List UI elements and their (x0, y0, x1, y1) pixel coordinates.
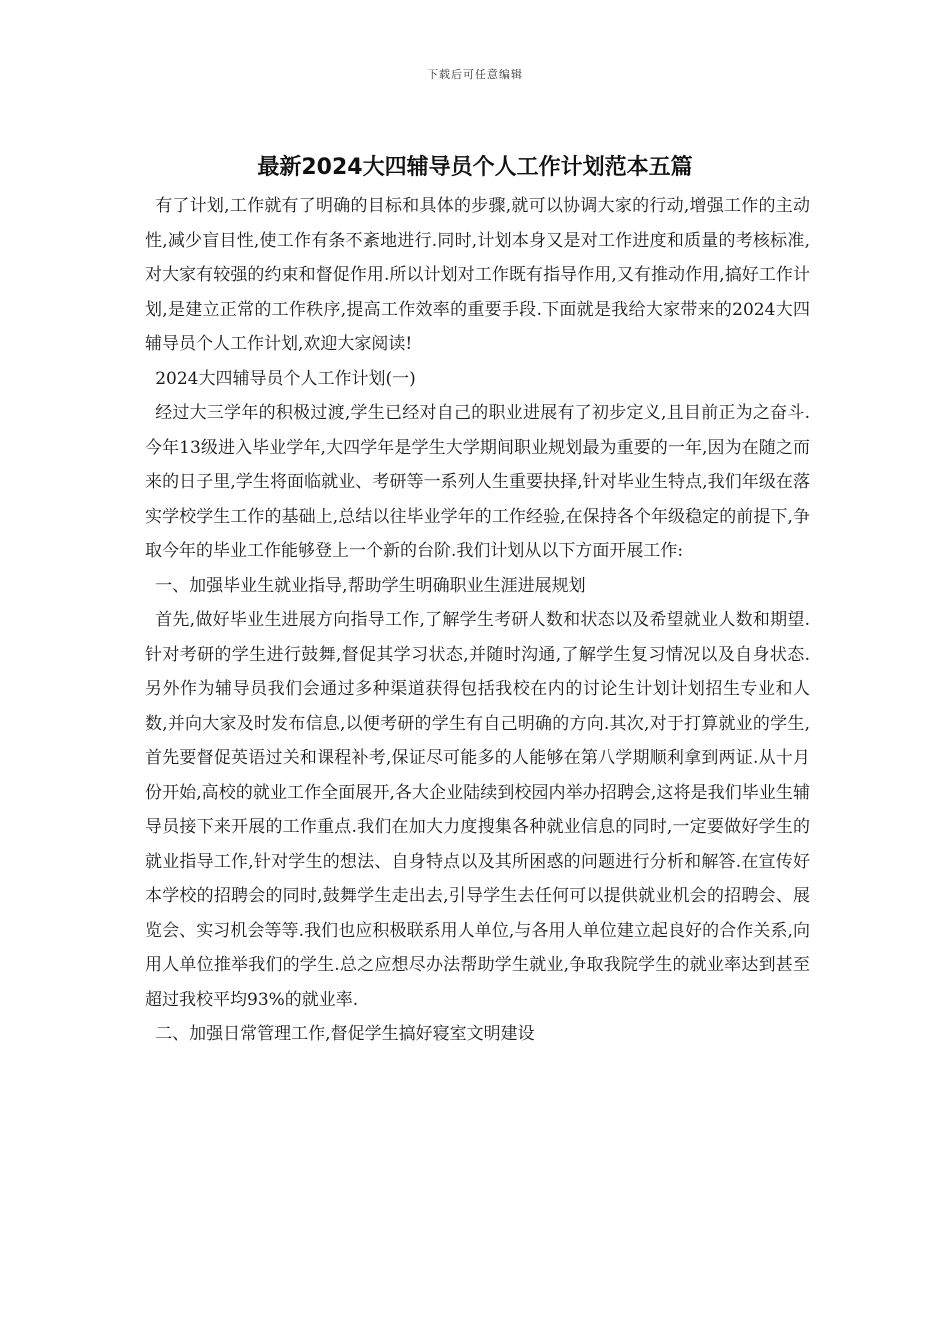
section-heading-management: 二、加强日常管理工作,督促学生搞好寝室文明建设 (155, 1024, 535, 1044)
paragraph-intro: 有了计划,工作就有了明确的目标和具体的步骤,就可以协调大家的行动,增强工作的主动性,减少盲目性,使工作有条不紊地进行.同时,计划本身又是对工作进度和质量的考核标准,对大家有较强的约束和督促作用.所以计划对工作既有指导作用,又有推动作用,搞好工作计划,是建立正常的工作秩序,提高工作效率的重要手段.下面就是我给大家带来的2024大四辅导员个人工作计划,欢迎大家阅读! (145, 196, 810, 354)
section-heading-employment: 一、加强毕业生就业指导,帮助学生明确职业生涯进展规划 (155, 575, 586, 596)
document-title: 最新2024大四辅导员个人工作计划范本五篇 (257, 155, 693, 180)
header-note: 下载后可任意编辑 (427, 68, 523, 81)
document-body (145, 189, 810, 1052)
paragraph-employment: 首先,做好毕业生进展方向指导工作,了解学生考研人数和状态以及希望就业人数和期望.针对考研的学生进行鼓舞,督促其学习状态,并随时沟通,了解学生复习情况以及自身状态.另外作为辅导员我们会通过多种渠道获得包括我校在内的讨论生计划计划招生专业和人数,并向大家及时发布信息,以便考研的学生有自己明确的方向.其次,对于打算就业的学生,首先要督促英语过关和课程补考,保证尽可能多的人能够在第八学期顺利拿到两证.从十月份开始,高校的就业工作全面展开,各大企业陆续到校园内举办招聘会,这将是我们毕业生辅导员接下来开展的工作重点.我们在加大力度搜集各种就业信息的同时,一定要做好学生的就业指导工作,针对学生的想法、自身特点以及其所困惑的问题进行分析和解答.在宣传好本学校的招聘会的同时,鼓舞学生走出去,引导学生去任何可以提供就业机会的招聘会、展览会、实习机会等等.我们也应积极联系用人单位,与各用人单位建立起良好的合作关系,向用人单位推举我们的学生.总之应想尽办法帮助学生就业,争取我院学生的就业率达到甚至超过我校平均93%的就业率. (145, 610, 810, 1010)
paragraph-plan-1-intro: 经过大三学年的积极过渡,学生已经对自己的职业进展有了初步定义,且目前正为之奋斗.今年13级进入毕业学年,大四学年是学生大学期间职业规划最为重要的一年,因为在随之而来的日子里,学生将面临就业、考研等一系列人生重要抉择,针对毕业生特点,我们年级在落实学校学生工作的基础上,总结以往毕业学年的工作经验,在保持各个年级稳定的前提下,争取今年的毕业工作能够登上一个新的台阶.我们计划从以下方面开展工作: (145, 403, 810, 561)
section-heading-plan-1: 2024大四辅导员个人工作计划(一) (155, 368, 416, 389)
